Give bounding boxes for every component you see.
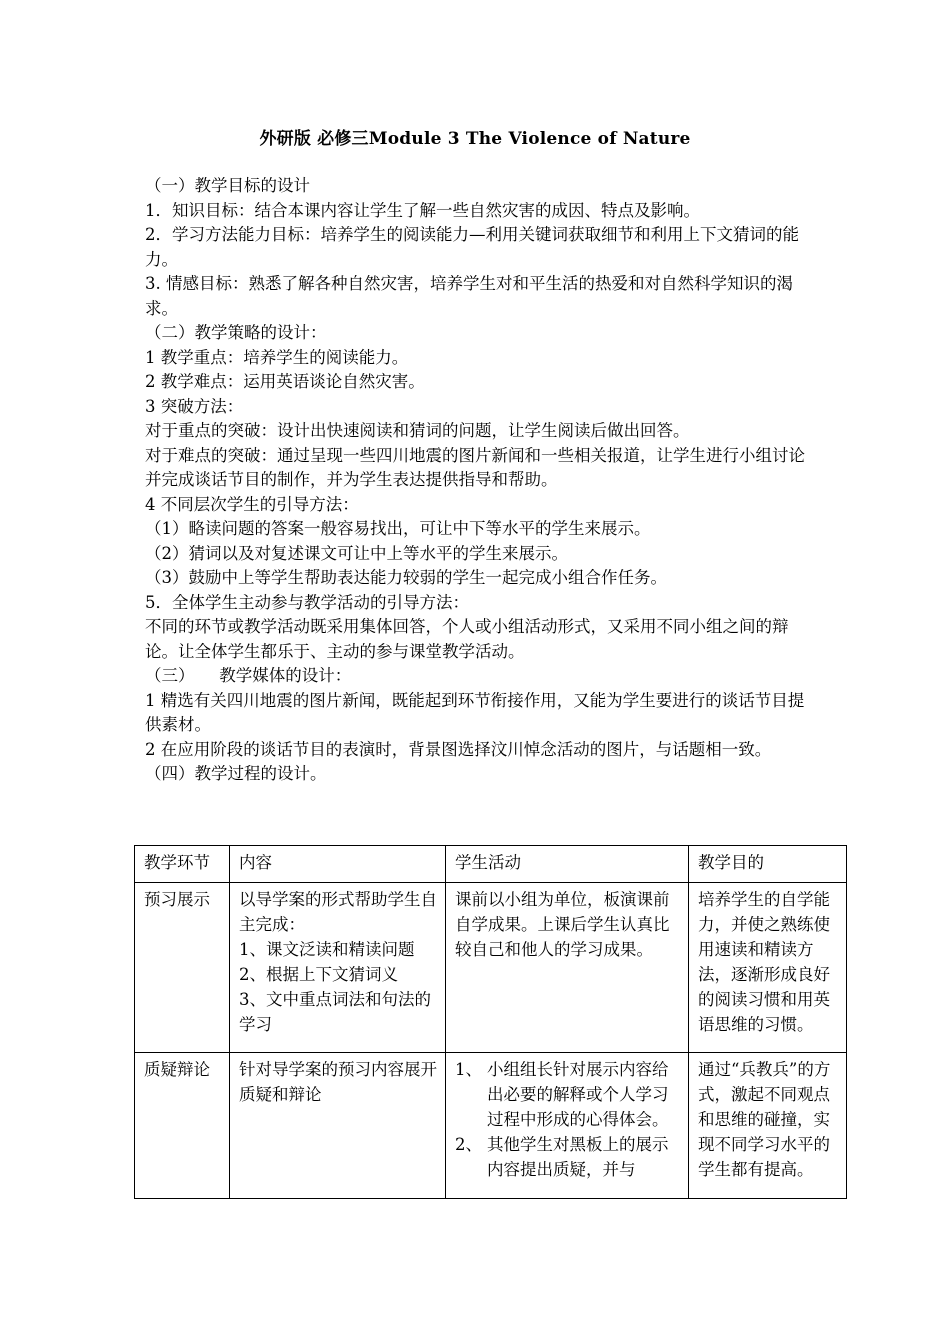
table-cell-stage: 质疑辩论 (135, 1053, 230, 1199)
document-title: 外研版 必修三Module 3 The Violence of Nature (259, 129, 691, 149)
section-heading-1: （一）教学目标的设计 (145, 176, 310, 195)
list-item (455, 1132, 680, 1182)
paragraph: 5．全体学生主动参与教学活动的引导方法： (145, 592, 469, 612)
content-line: 以导学案的形式帮助学生自主完成： (239, 890, 437, 934)
table-header-row (135, 846, 847, 883)
document-body (145, 174, 810, 787)
paragraph: （3）鼓励中上等学生帮助表达能力较弱的学生一起完成小组合作任务。 (145, 568, 667, 587)
section-heading-3: （三） 教学媒体的设计： (145, 666, 352, 685)
table-row (135, 883, 847, 1053)
table-cell-stage: 预习展示 (135, 883, 230, 1053)
paragraph: 3. 情感目标：熟悉了解各种自然灾害，培养学生对和平生活的热爱和对自然科学知识的渴求。 (145, 274, 793, 318)
table-cell-content (230, 883, 446, 1053)
paragraph: 对于重点的突破：设计出快速阅读和猜词的问题，让学生阅读后做出回答。 (145, 421, 690, 440)
list-text: 其他学生对黑板上的展示内容提出质疑，并与 (487, 1135, 669, 1179)
table-cell-activity (446, 1053, 689, 1199)
table-header-cell: 教学目的 (689, 846, 847, 883)
paragraph: 1．知识目标：结合本课内容让学生了解一些自然灾害的成因、特点及影响。 (145, 200, 700, 220)
paragraph: （1）略读问题的答案一般容易找出，可让中下等水平的学生来展示。 (145, 519, 651, 538)
content-line: 3、文中重点词法和句法的学习 (239, 990, 431, 1034)
activity-list (455, 1057, 680, 1182)
table-row (135, 1053, 847, 1199)
table-header-cell: 教学环节 (135, 846, 230, 883)
list-text: 小组组长针对展示内容给出必要的解释或个人学习过程中形成的心得体会。 (487, 1060, 669, 1129)
table-cell-activity: 课前以小组为单位，板演课前自学成果。上课后学生认真比较自己和他人的学习成果。 (446, 883, 689, 1053)
list-item (455, 1057, 680, 1132)
paragraph: （2）猜词以及对复述课文可让中上等水平的学生来展示。 (145, 543, 568, 563)
paragraph: 1 教学重点：培养学生的阅读能力。 (145, 347, 409, 367)
paragraph: 对于难点的突破：通过呈现一些四川地震的图片新闻和一些相关报道，让学生进行小组讨论并完成谈话节目的制作，并为学生表达提供指导和帮助。 (145, 445, 805, 489)
list-number: 2、 (455, 1135, 482, 1154)
table-cell-goal: 培养学生的自学能力，并使之熟练使用速读和精读方法，逐渐形成良好的阅读习惯和用英语思维的习惯。 (689, 883, 847, 1053)
paragraph: 3 突破方法： (145, 396, 244, 416)
table-cell-goal: 通过“兵教兵”的方式，激起不同观点和思维的碰撞，实现不同学习水平的学生都有提高。 (689, 1053, 847, 1199)
section-heading-4: （四）教学过程的设计。 (145, 764, 327, 783)
paragraph: 4 不同层次学生的引导方法： (145, 494, 359, 514)
paragraph: 2 教学难点：运用英语谈论自然灾害。 (145, 372, 425, 391)
list-number: 1、 (455, 1060, 482, 1079)
table-header-cell: 学生活动 (446, 846, 689, 883)
paragraph: 不同的环节或教学活动既采用集体回答，个人或小组活动形式，又采用不同小组之间的辩论。让全体学生都乐于、主动的参与课堂教学活动。 (145, 617, 789, 661)
teaching-process-table (134, 845, 847, 1199)
content-line: 2、根据上下文猜词义 (239, 965, 398, 984)
table-cell-content: 针对导学案的预习内容展开质疑和辩论 (230, 1053, 446, 1199)
paragraph: 2 在应用阶段的谈话节目的表演时，背景图选择汶川悼念活动的图片，与话题相一致。 (145, 739, 772, 759)
paragraph: 1 精选有关四川地震的图片新闻，既能起到环节衔接作用，又能为学生要进行的谈话节目提供素材。 (145, 690, 805, 734)
paragraph: 2．学习方法能力目标：培养学生的阅读能力—利用关键词获取细节和利用上下文猜词的能力。 (145, 225, 799, 269)
section-heading-2: （二）教学策略的设计： (145, 323, 327, 342)
table-header-cell: 内容 (230, 846, 446, 883)
content-line: 1、课文泛读和精读问题 (239, 940, 415, 959)
